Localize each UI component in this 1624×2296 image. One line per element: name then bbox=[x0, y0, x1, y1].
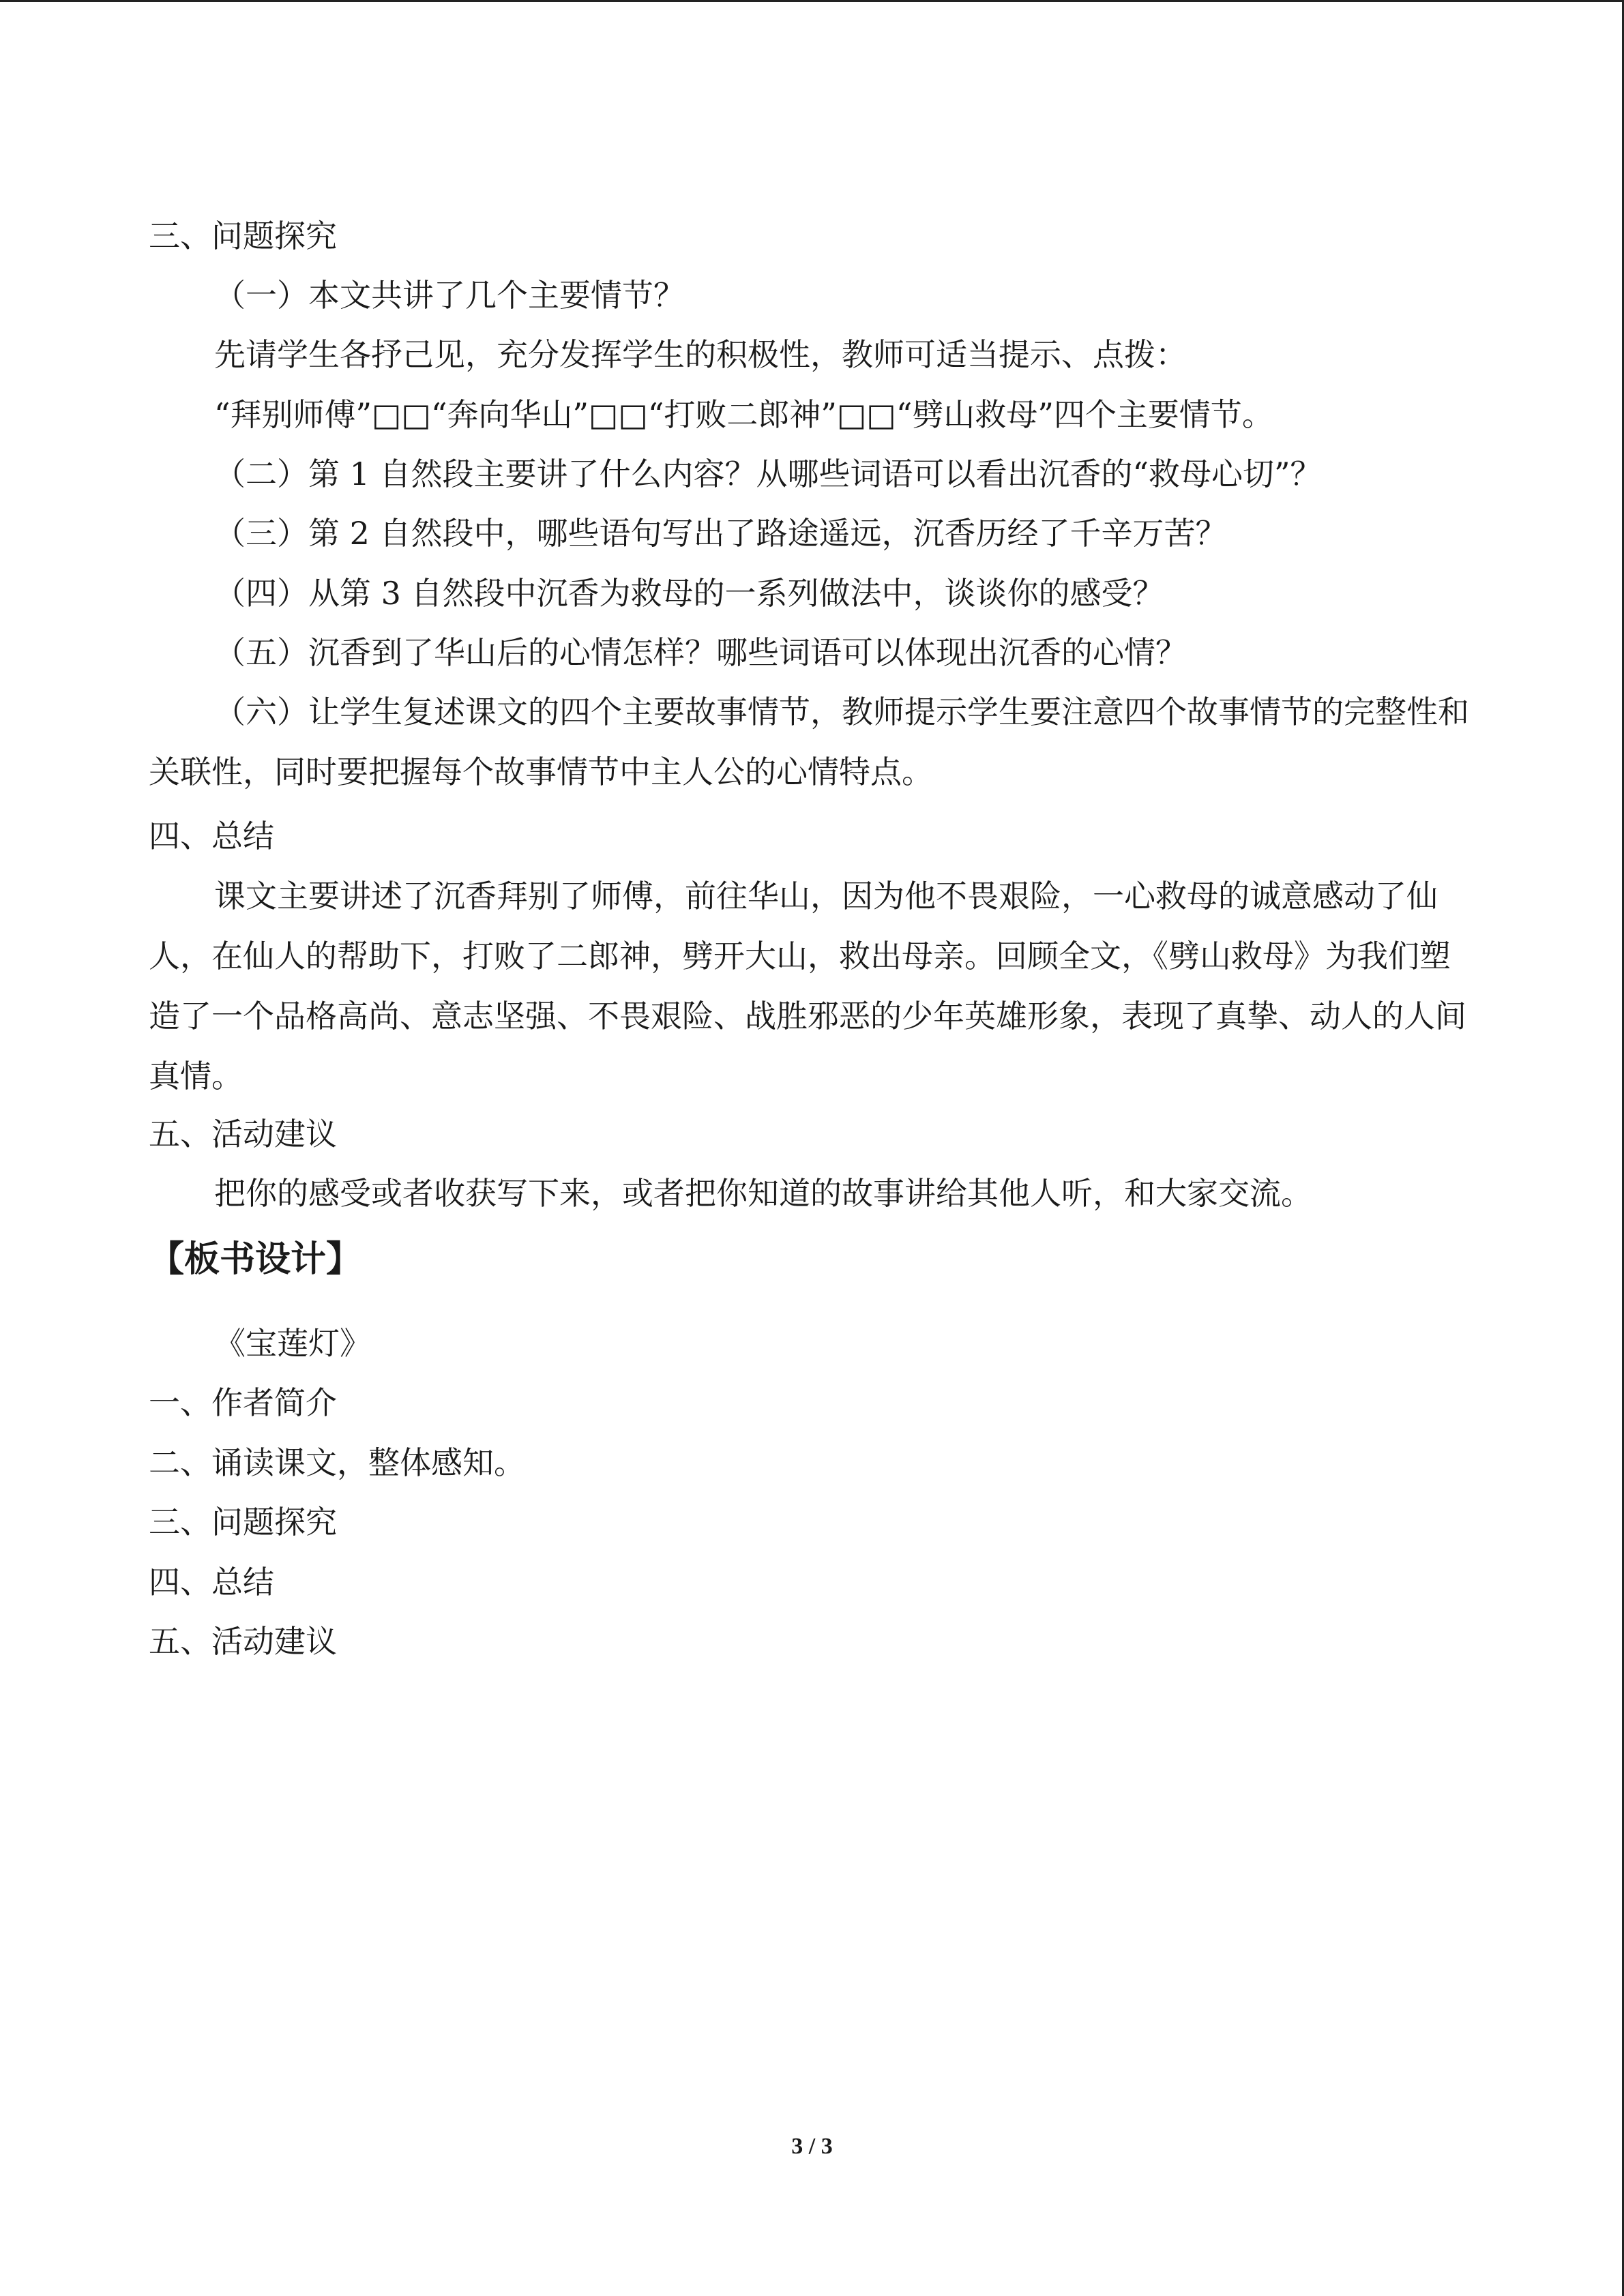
page-top-border bbox=[0, 0, 1624, 2]
question-1-answer: “拜别师傅”□□“奔向华山”□□“打败二郎神”□□“劈山救母”四个主要情节。 bbox=[214, 396, 1273, 433]
question-3: （三）第 2 自然段中，哪些语句写出了路途遥远，沉香历经了千辛万苦？ bbox=[214, 515, 1227, 552]
question-2: （二）第 1 自然段主要讲了什么内容？从哪些词语可以看出沉香的“救母心切”？ bbox=[214, 456, 1322, 492]
board-item-1: 一、作者简介 bbox=[149, 1384, 337, 1421]
board-item-3: 三、问题探究 bbox=[149, 1504, 337, 1540]
question-4: （四）从第 3 自然段中沉香为救母的一系列做法中，谈谈你的感受？ bbox=[214, 575, 1164, 612]
activity-suggestion: 把你的感受或者收获写下来，或者把你知道的故事讲给其他人听，和大家交流。 bbox=[214, 1175, 1312, 1212]
board-item-4: 四、总结 bbox=[149, 1564, 274, 1600]
question-5: （五）沉香到了华山后的心情怎样？哪些词语可以体现出沉香的心情？ bbox=[214, 634, 1187, 671]
board-title: 《宝莲灯》 bbox=[214, 1325, 371, 1362]
section-4-heading: 四、总结 bbox=[149, 818, 274, 854]
board-item-5: 五、活动建议 bbox=[149, 1623, 337, 1660]
question-1: （一）本文共讲了几个主要情节？ bbox=[214, 277, 685, 314]
question-6: （六）让学生复述课文的四个主要故事情节，教师提示学生要注意四个故事情节的完整性和关联性，同时要把握每个故事情节中主人公的心情特点。 bbox=[149, 694, 1469, 790]
page-number: 3 / 3 bbox=[791, 2134, 833, 2159]
summary-paragraph: 课文主要讲述了沉香拜别了师傅，前往华山，因为他不畏艰险，一心救母的诚意感动了仙人，在仙人的帮助下，打败了二郎神，劈开大山，救出母亲。回顾全文，《劈山救母》为我们塑造了一个品格高尚、意志坚强、不畏艰险、战胜邪恶的少年英雄形象，表现了真挚、动人的人间真情。 bbox=[149, 878, 1466, 1094]
board-item-2: 二、诵读课文，整体感知。 bbox=[149, 1444, 525, 1481]
section-5-heading: 五、活动建议 bbox=[149, 1116, 337, 1152]
question-1-guide: 先请学生各抒己见，充分发挥学生的积极性，教师可适当提示、点拨： bbox=[214, 336, 1187, 373]
board-design-heading: 【板书设计】 bbox=[149, 1239, 362, 1280]
section-3-heading: 三、问题探究 bbox=[149, 218, 337, 254]
